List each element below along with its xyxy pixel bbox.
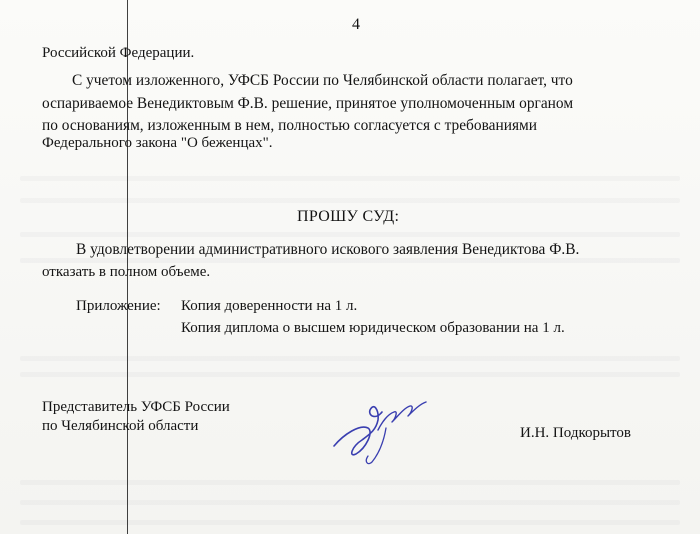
request-line: В удовлетворении административного искового заявления Венедиктова Ф.В. [76, 241, 580, 258]
bleed-through-line [20, 356, 680, 361]
bleed-through-line [20, 176, 680, 181]
body-line: Федерального закона "О беженцах". [42, 135, 273, 151]
bleed-through-line [20, 198, 680, 203]
attachment-item: Копия доверенности на 1 л. [181, 298, 358, 314]
signer-title: Представитель УФСБ России [42, 399, 230, 415]
body-line: по основаниям, изложенным в нем, полностью согласуется с требованиями [42, 117, 537, 134]
bleed-through-line [20, 520, 680, 525]
bleed-through-line [20, 372, 680, 377]
body-line: С учетом изложенного, УФСБ России по Челябинской области полагает, что [72, 72, 573, 89]
attachments-label: Приложение: [76, 298, 161, 314]
bleed-through-line [20, 232, 680, 237]
page-number: 4 [352, 16, 360, 33]
bleed-through-line [20, 258, 680, 263]
handwritten-signature [322, 390, 440, 470]
signer-title: по Челябинской области [42, 418, 199, 434]
bleed-through-line [20, 500, 680, 505]
signer-name: И.Н. Подкорытов [520, 425, 631, 441]
body-line: оспариваемое Венедиктовым Ф.В. решение, принятое уполномоченным органом [42, 95, 574, 112]
attachment-item: Копия диплома о высшем юридическом образовании на 1 л. [181, 320, 565, 336]
body-line: Российской Федерации. [42, 45, 195, 61]
request-title: ПРОШУ СУД: [297, 208, 400, 225]
bleed-through-line [20, 480, 680, 485]
request-line: отказать в полном объеме. [42, 264, 211, 280]
